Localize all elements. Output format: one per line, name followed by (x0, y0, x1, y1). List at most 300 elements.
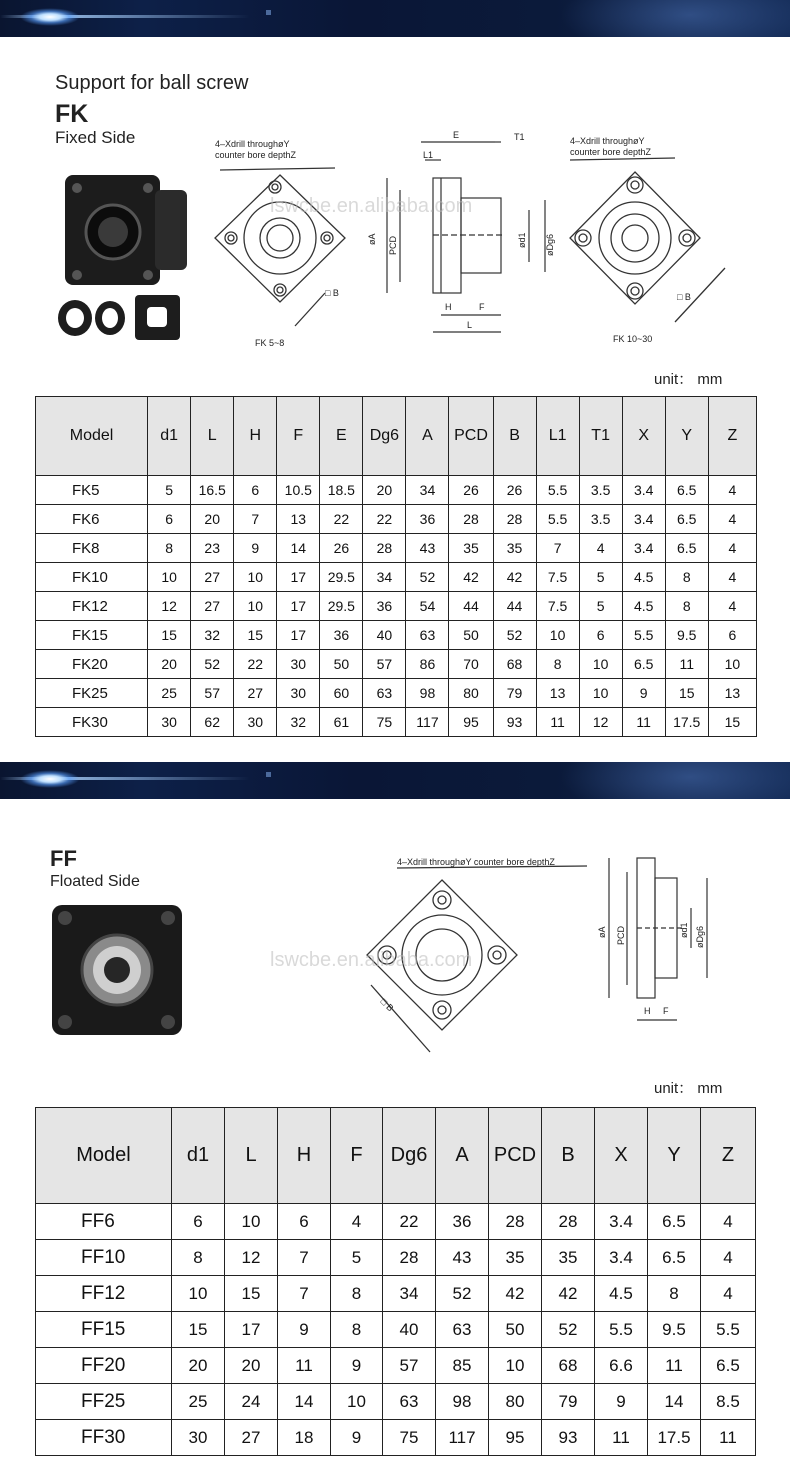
ff-col-dg6: Dg6 (383, 1108, 436, 1204)
model-cell: FF15 (36, 1312, 172, 1348)
table-cell: 70 (449, 650, 493, 679)
fk-col-l1: L1 (536, 397, 579, 476)
table-cell: 17.5 (648, 1420, 701, 1456)
table-cell: 6.5 (665, 505, 708, 534)
table-cell: 75 (363, 708, 406, 737)
table-cell: 3.4 (622, 534, 665, 563)
banner-glow (560, 0, 790, 37)
table-cell: 28 (363, 534, 406, 563)
table-cell: 42 (542, 1276, 595, 1312)
table-cell: 79 (493, 679, 536, 708)
table-cell: 14 (648, 1384, 701, 1420)
ff-table-body (36, 1204, 756, 1456)
table-cell: 35 (449, 534, 493, 563)
table-row (36, 1240, 756, 1276)
table-cell: 4 (701, 1240, 756, 1276)
table-cell: 17 (225, 1312, 278, 1348)
table-cell: 9 (234, 534, 277, 563)
table-cell: 6 (579, 621, 622, 650)
table-cell: 16.5 (191, 476, 234, 505)
fk-subtitle: Fixed Side (55, 128, 136, 147)
ff-col-h: H (278, 1108, 331, 1204)
table-cell: 95 (449, 708, 493, 737)
fk-col-e: E (320, 397, 363, 476)
table-cell: 6.6 (595, 1348, 648, 1384)
table-cell: 28 (383, 1240, 436, 1276)
model-cell: FK8 (36, 534, 148, 563)
table-cell: 85 (436, 1348, 489, 1384)
ff-subtitle: Floated Side (50, 873, 140, 890)
table-cell: 79 (542, 1384, 595, 1420)
fk-label-h: H (445, 302, 452, 312)
table-cell: 4 (708, 505, 756, 534)
table-cell: 27 (191, 563, 234, 592)
table-cell: 6 (278, 1204, 331, 1240)
table-cell: 52 (436, 1276, 489, 1312)
fk-note-right-line2: counter bore depthZ (570, 147, 652, 157)
table-cell: 42 (449, 563, 493, 592)
table-cell: 36 (406, 505, 449, 534)
table-cell: 12 (225, 1240, 278, 1276)
ff-label-h: H (644, 1006, 651, 1016)
ff-label-pcd: PCD (616, 925, 626, 945)
table-cell: 6 (172, 1204, 225, 1240)
fk-col-f: F (277, 397, 320, 476)
fk-label-f: F (479, 302, 485, 312)
table-cell: 34 (363, 563, 406, 592)
fk-col-h: H (234, 397, 277, 476)
table-cell: 8 (665, 563, 708, 592)
fk-table-header (36, 397, 757, 476)
table-cell: 10 (225, 1204, 278, 1240)
table-cell: 11 (648, 1348, 701, 1384)
table-row (36, 505, 757, 534)
table-cell: 10 (148, 563, 191, 592)
ff-col-a: A (436, 1108, 489, 1204)
table-cell: 22 (363, 505, 406, 534)
table-cell: 24 (225, 1384, 278, 1420)
table-cell: 30 (172, 1420, 225, 1456)
table-cell: 20 (191, 505, 234, 534)
table-cell: 36 (320, 621, 363, 650)
fk-label-b-right: □ B (677, 292, 691, 302)
ff-model-title: FF (50, 846, 77, 871)
table-cell: 4 (579, 534, 622, 563)
table-cell: 10 (489, 1348, 542, 1384)
table-cell: 7 (234, 505, 277, 534)
table-cell: 9 (622, 679, 665, 708)
table-cell: 3.4 (595, 1240, 648, 1276)
table-cell: 6.5 (701, 1348, 756, 1384)
fk-label-e: E (453, 130, 460, 140)
table-cell: 6.5 (665, 534, 708, 563)
table-cell: 11 (622, 708, 665, 737)
banner-light-flare (20, 8, 80, 26)
table-cell: 6 (708, 621, 756, 650)
table-cell: 7.5 (536, 563, 579, 592)
table-cell: 17.5 (665, 708, 708, 737)
fk-front-view-small (215, 168, 345, 326)
table-cell: 52 (191, 650, 234, 679)
table-cell: 20 (148, 650, 191, 679)
ff-col-l: L (225, 1108, 278, 1204)
ff-col-x: X (595, 1108, 648, 1204)
ff-label-od1: ød1 (679, 922, 689, 938)
ff-col-model: Model (36, 1108, 172, 1204)
table-cell: 40 (363, 621, 406, 650)
model-cell: FF6 (36, 1204, 172, 1240)
model-cell: FK15 (36, 621, 148, 650)
fk-col-a: A (406, 397, 449, 476)
table-cell: 63 (436, 1312, 489, 1348)
table-cell: 26 (449, 476, 493, 505)
table-cell: 32 (277, 708, 320, 737)
table-cell: 44 (493, 592, 536, 621)
table-cell: 10 (172, 1276, 225, 1312)
table-cell: 35 (493, 534, 536, 563)
table-cell: 13 (536, 679, 579, 708)
table-cell: 98 (436, 1384, 489, 1420)
model-cell: FK25 (36, 679, 148, 708)
table-cell: 8.5 (701, 1384, 756, 1420)
table-cell: 8 (536, 650, 579, 679)
table-cell: 12 (579, 708, 622, 737)
table-cell: 10 (536, 621, 579, 650)
banner-dot (266, 772, 271, 777)
table-cell: 4 (708, 563, 756, 592)
table-cell: 4.5 (622, 563, 665, 592)
table-cell: 4 (708, 476, 756, 505)
table-cell: 17 (277, 592, 320, 621)
fk-spec-table (35, 396, 757, 737)
table-cell: 8 (648, 1276, 701, 1312)
table-cell: 18 (278, 1420, 331, 1456)
model-cell: FK5 (36, 476, 148, 505)
table-cell: 4 (331, 1204, 383, 1240)
table-cell: 93 (493, 708, 536, 737)
table-cell: 18.5 (320, 476, 363, 505)
table-cell: 20 (172, 1348, 225, 1384)
table-cell: 36 (436, 1204, 489, 1240)
fk-label-oa: øA (367, 233, 377, 245)
table-cell: 32 (191, 621, 234, 650)
fk-label-l1: L1 (423, 150, 434, 160)
table-cell: 26 (493, 476, 536, 505)
table-cell: 68 (493, 650, 536, 679)
table-cell: 20 (225, 1348, 278, 1384)
model-cell: FF25 (36, 1384, 172, 1420)
table-row (36, 621, 757, 650)
top-banner (0, 0, 790, 37)
table-row (36, 563, 757, 592)
table-cell: 11 (278, 1348, 331, 1384)
fk-caption-left: FK 5~8 (255, 338, 285, 348)
ff-product-photo (52, 905, 182, 1035)
table-cell: 35 (542, 1240, 595, 1276)
table-cell: 7.5 (536, 592, 579, 621)
table-cell: 68 (542, 1348, 595, 1384)
table-cell: 50 (489, 1312, 542, 1348)
table-cell: 25 (172, 1384, 225, 1420)
table-cell: 11 (665, 650, 708, 679)
table-cell: 3.5 (579, 505, 622, 534)
table-cell: 117 (406, 708, 449, 737)
model-cell: FK20 (36, 650, 148, 679)
table-row (36, 650, 757, 679)
table-cell: 5 (331, 1240, 383, 1276)
table-cell: 17 (277, 563, 320, 592)
table-cell: 6.5 (648, 1240, 701, 1276)
table-row (36, 592, 757, 621)
table-cell: 5.5 (595, 1312, 648, 1348)
table-cell: 28 (493, 505, 536, 534)
fk-col-t1: T1 (579, 397, 622, 476)
table-cell: 43 (406, 534, 449, 563)
table-cell: 42 (493, 563, 536, 592)
table-cell: 15 (225, 1276, 278, 1312)
table-cell: 36 (363, 592, 406, 621)
table-cell: 7 (278, 1240, 331, 1276)
table-cell: 63 (383, 1384, 436, 1420)
table-cell: 4 (708, 534, 756, 563)
table-cell: 42 (489, 1276, 542, 1312)
table-cell: 10 (331, 1384, 383, 1420)
model-cell: FF30 (36, 1420, 172, 1456)
table-cell: 30 (277, 650, 320, 679)
table-cell: 63 (406, 621, 449, 650)
ff-label-oa: øA (597, 926, 607, 938)
fk-note-left-line2: counter bore depthZ (215, 150, 297, 160)
table-cell: 28 (449, 505, 493, 534)
ff-table-header (36, 1108, 756, 1204)
table-cell: 6.5 (665, 476, 708, 505)
table-cell: 26 (320, 534, 363, 563)
table-cell: 17 (277, 621, 320, 650)
table-cell: 80 (449, 679, 493, 708)
table-cell: 5 (579, 592, 622, 621)
ff-label-b: □ B (378, 996, 396, 1014)
table-cell: 15 (665, 679, 708, 708)
table-cell: 29.5 (320, 592, 363, 621)
table-cell: 14 (278, 1384, 331, 1420)
fk-col-dg6: Dg6 (363, 397, 406, 476)
fk-label-t1: T1 (514, 132, 525, 142)
fk-col-d1: d1 (148, 397, 191, 476)
table-cell: 52 (542, 1312, 595, 1348)
table-cell: 4.5 (622, 592, 665, 621)
ff-drawing (35, 830, 757, 1070)
fk-front-view-large (570, 158, 725, 322)
table-row (36, 679, 757, 708)
table-cell: 30 (148, 708, 191, 737)
table-cell: 22 (320, 505, 363, 534)
table-cell: 8 (665, 592, 708, 621)
table-cell: 8 (172, 1240, 225, 1276)
ff-col-f: F (331, 1108, 383, 1204)
table-cell: 14 (277, 534, 320, 563)
ff-col-d1: d1 (172, 1108, 225, 1204)
table-cell: 12 (148, 592, 191, 621)
table-cell: 9 (331, 1348, 383, 1384)
fk-label-pcd: PCD (388, 235, 398, 255)
table-cell: 27 (234, 679, 277, 708)
table-cell: 86 (406, 650, 449, 679)
table-cell: 4.5 (595, 1276, 648, 1312)
ff-unit-label: unit： mm (654, 1080, 723, 1097)
ff-spec-table (35, 1107, 756, 1456)
table-cell: 15 (172, 1312, 225, 1348)
table-cell: 40 (383, 1312, 436, 1348)
table-cell: 4 (701, 1204, 756, 1240)
fk-label-l: L (467, 320, 473, 330)
table-row (36, 1204, 756, 1240)
table-cell: 10 (708, 650, 756, 679)
table-cell: 20 (363, 476, 406, 505)
fk-unit-label: unit： mm (654, 371, 723, 388)
table-cell: 6.5 (648, 1204, 701, 1240)
table-cell: 3.4 (595, 1204, 648, 1240)
fk-label-odg6: øDg6 (545, 233, 555, 256)
model-cell: FF12 (36, 1276, 172, 1312)
table-cell: 5 (579, 563, 622, 592)
table-cell: 5.5 (622, 621, 665, 650)
table-cell: 117 (436, 1420, 489, 1456)
fk-product-photo (58, 175, 187, 340)
table-row (36, 708, 757, 737)
table-cell: 63 (363, 679, 406, 708)
table-cell: 13 (708, 679, 756, 708)
table-cell: 8 (331, 1312, 383, 1348)
table-cell: 8 (148, 534, 191, 563)
table-cell: 60 (320, 679, 363, 708)
table-cell: 8 (331, 1276, 383, 1312)
table-cell: 11 (595, 1420, 648, 1456)
table-cell: 34 (406, 476, 449, 505)
table-cell: 7 (278, 1276, 331, 1312)
table-row (36, 1420, 756, 1456)
ff-label-odg6: øDg6 (695, 925, 705, 948)
fk-col-z: Z (708, 397, 756, 476)
table-cell: 15 (708, 708, 756, 737)
model-cell: FK10 (36, 563, 148, 592)
fk-section-title: Support for ball screw (55, 72, 249, 94)
ff-col-z: Z (701, 1108, 756, 1204)
table-row (36, 534, 757, 563)
ff-note: 4–Xdrill throughøY counter bore depthZ (397, 857, 555, 867)
table-cell: 57 (383, 1348, 436, 1384)
table-cell: 22 (234, 650, 277, 679)
ff-col-y: Y (648, 1108, 701, 1204)
table-cell: 4 (708, 592, 756, 621)
table-cell: 15 (148, 621, 191, 650)
table-cell: 3.4 (622, 505, 665, 534)
table-cell: 30 (234, 708, 277, 737)
table-cell: 22 (383, 1204, 436, 1240)
fk-model-title: FK (55, 100, 89, 128)
middle-banner (0, 762, 790, 799)
fk-label-od1: ød1 (517, 232, 527, 248)
table-cell: 34 (383, 1276, 436, 1312)
model-cell: FF20 (36, 1348, 172, 1384)
table-row (36, 1312, 756, 1348)
table-cell: 28 (489, 1204, 542, 1240)
table-cell: 95 (489, 1420, 542, 1456)
fk-caption-right: FK 10~30 (613, 334, 653, 344)
ff-watermark: lswcbe.en.alibaba.com (270, 949, 473, 971)
fk-note-left-line1: 4–Xdrill throughøY (215, 139, 290, 149)
table-cell: 50 (449, 621, 493, 650)
table-cell: 54 (406, 592, 449, 621)
table-cell: 98 (406, 679, 449, 708)
table-cell: 29.5 (320, 563, 363, 592)
table-cell: 23 (191, 534, 234, 563)
ff-col-b: B (542, 1108, 595, 1204)
fk-col-y: Y (665, 397, 708, 476)
table-cell: 5.5 (701, 1312, 756, 1348)
table-cell: 10 (579, 679, 622, 708)
table-cell: 6 (148, 505, 191, 534)
table-cell: 11 (701, 1420, 756, 1456)
fk-col-b: B (493, 397, 536, 476)
fk-table-body (36, 476, 757, 737)
fk-note-right-line1: 4–Xdrill throughøY (570, 136, 645, 146)
banner-light-flare (20, 770, 80, 788)
table-cell: 9.5 (665, 621, 708, 650)
table-cell: 28 (542, 1204, 595, 1240)
table-cell: 44 (449, 592, 493, 621)
table-cell: 3.5 (579, 476, 622, 505)
table-cell: 27 (191, 592, 234, 621)
table-row (36, 1276, 756, 1312)
table-cell: 9.5 (648, 1312, 701, 1348)
table-cell: 75 (383, 1420, 436, 1456)
fk-drawing (35, 50, 757, 360)
table-cell: 30 (277, 679, 320, 708)
banner-glow (560, 762, 790, 799)
table-cell: 6.5 (622, 650, 665, 679)
table-cell: 57 (363, 650, 406, 679)
model-cell: FF10 (36, 1240, 172, 1276)
ff-figure (35, 830, 757, 1070)
table-cell: 10 (234, 592, 277, 621)
fk-col-l: L (191, 397, 234, 476)
table-cell: 43 (436, 1240, 489, 1276)
table-row (36, 1384, 756, 1420)
fk-figure (35, 50, 757, 360)
table-cell: 11 (536, 708, 579, 737)
table-cell: 61 (320, 708, 363, 737)
table-cell: 93 (542, 1420, 595, 1456)
model-cell: FK6 (36, 505, 148, 534)
table-row (36, 1348, 756, 1384)
table-cell: 62 (191, 708, 234, 737)
table-cell: 3.4 (622, 476, 665, 505)
table-cell: 52 (406, 563, 449, 592)
fk-watermark: lswcbe.en.alibaba.com (270, 195, 473, 217)
table-cell: 9 (331, 1420, 383, 1456)
fk-col-model: Model (36, 397, 148, 476)
table-cell: 6 (234, 476, 277, 505)
table-cell: 9 (278, 1312, 331, 1348)
table-cell: 10.5 (277, 476, 320, 505)
fk-col-x: X (622, 397, 665, 476)
table-cell: 10 (234, 563, 277, 592)
table-cell: 13 (277, 505, 320, 534)
table-cell: 5 (148, 476, 191, 505)
fk-label-b-left: □ B (325, 288, 339, 298)
table-row (36, 476, 757, 505)
table-cell: 9 (595, 1384, 648, 1420)
